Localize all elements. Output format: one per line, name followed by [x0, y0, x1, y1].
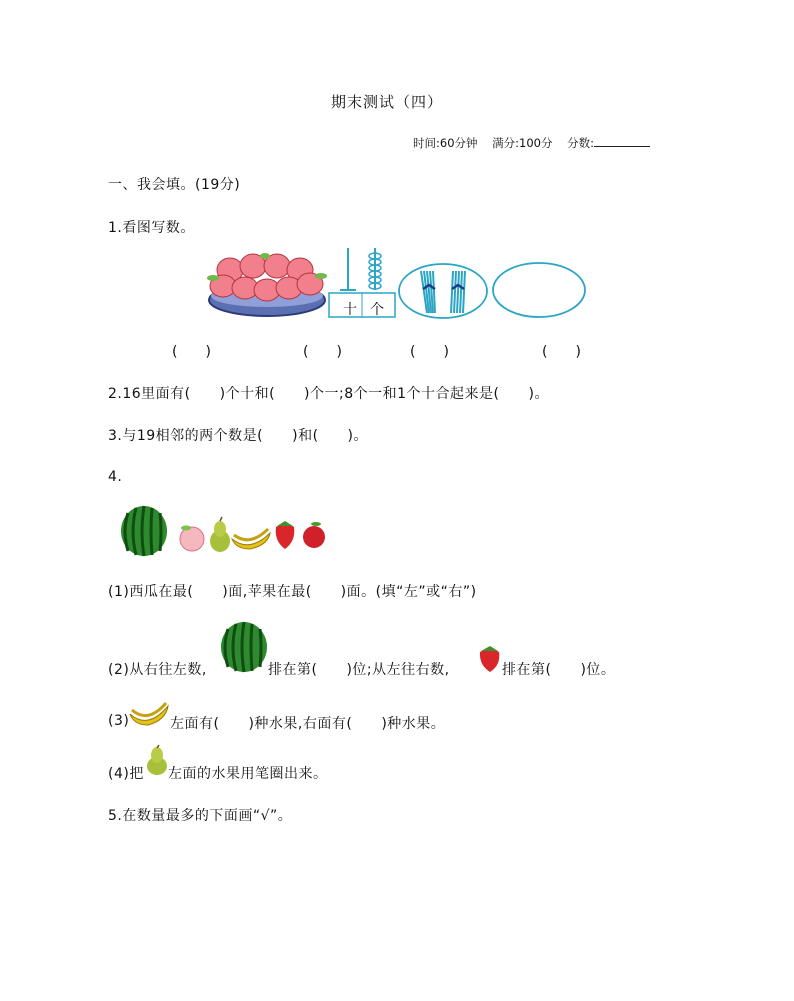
peach-icon: [180, 526, 204, 552]
q1-answer-2[interactable]: ( ): [303, 344, 342, 360]
strawberry-icon: [276, 521, 295, 549]
question-5: 5.在数量最多的下面画“√”。: [108, 808, 293, 824]
question-4-2-a: (2)从右往左数,: [108, 662, 207, 678]
section-heading: 一、我会填。(19分): [108, 177, 241, 193]
fruit-row: [120, 505, 330, 557]
question-4-2-b: 排在第( )位;从左往右数,: [268, 662, 450, 678]
question-4-4-b: 左面的水果用笔圈出来。: [168, 766, 328, 782]
question-4-2-c: 排在第( )位。: [502, 662, 616, 678]
q1-answer-4[interactable]: ( ): [542, 344, 581, 360]
apple-icon: [303, 522, 325, 548]
strawberry-icon: [478, 645, 502, 673]
abacus-icon: [328, 248, 398, 320]
question-4-number: 4.: [108, 469, 123, 485]
score-blank[interactable]: [594, 135, 650, 147]
exam-full-score: 满分:100分: [492, 136, 553, 150]
watermelon-icon: [121, 506, 167, 556]
question-3: 3.与19相邻的两个数是( )和( )。: [108, 428, 369, 444]
banana-icon: [232, 529, 270, 549]
pear-icon: [210, 517, 230, 552]
empty-oval-icon: [491, 261, 587, 319]
exam-time: 时间:60分钟: [413, 136, 478, 150]
question-4-4-a: (4)把: [108, 766, 144, 782]
question-4-3-b: 左面有( )种水果,右面有( )种水果。: [170, 716, 446, 732]
banana-icon: [128, 700, 170, 728]
peach-plate-icon: [205, 248, 330, 323]
abacus-tens-label: 十: [343, 302, 357, 318]
question-1: 1.看图写数。: [108, 220, 195, 236]
abacus-ones-label: 个: [370, 302, 384, 318]
q1-answer-3[interactable]: ( ): [410, 344, 449, 360]
q1-answer-1[interactable]: ( ): [172, 344, 211, 360]
question-2: 2.16里面有( )个十和( )个一;8个一和1个十合起来是( )。: [108, 386, 549, 402]
question-4-1: (1)西瓜在最( )面,苹果在最( )面。(填“左”或“右”): [108, 584, 477, 600]
question-4-3-a: (3): [108, 713, 130, 729]
exam-meta: [413, 135, 650, 151]
pear-icon: [146, 745, 168, 775]
exam-score-label: 分数:: [567, 136, 594, 150]
watermelon-icon: [220, 621, 268, 673]
page-title: 期末测试（四）: [331, 93, 444, 111]
stick-bundles-icon: [397, 263, 489, 320]
